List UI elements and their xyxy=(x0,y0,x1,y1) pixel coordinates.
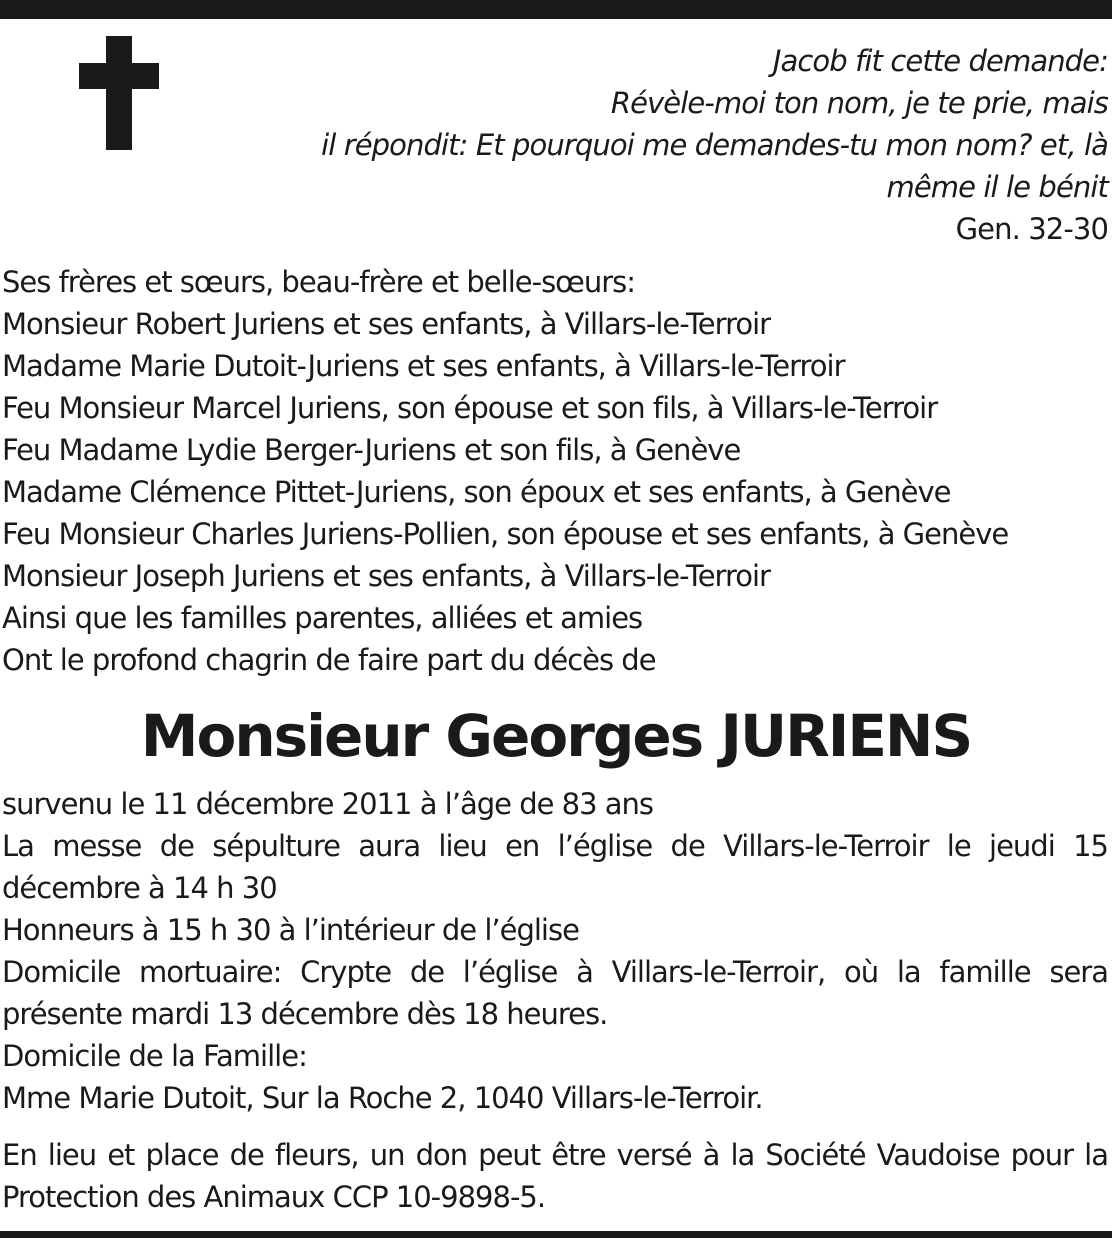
family-member: Monsieur Joseph Juriens et ses enfants, à Villars-le-Terroir xyxy=(2,559,770,593)
family-intro: Ses frères et sœurs, beau-frère et belle-sœurs: xyxy=(2,265,636,299)
verse-line: Révèle-moi ton nom, je te prie, mais xyxy=(610,86,1108,120)
funeral-details xyxy=(2,783,1108,1119)
cross-icon xyxy=(79,36,159,150)
family-member: Monsieur Robert Juriens et ses enfants, à Villars-le-Terroir xyxy=(2,307,771,341)
family-member: Madame Clémence Pittet-Juriens, son époux et ses enfants, à Genève xyxy=(2,475,951,509)
honours-info: Honneurs à 15 h 30 à l’intérieur de l’église xyxy=(2,913,579,947)
mass-info: La messe de sépulture aura lieu en l’église de Villars-le-Terroir le jeudi 15 décembre à 14 h 30 xyxy=(2,829,1108,905)
family-member: Feu Monsieur Charles Juriens-Pollien, son épouse et ses enfants, à Genève xyxy=(2,517,1009,551)
death-announcement: Ont le profond chagrin de faire part du décès de xyxy=(2,643,656,677)
verse-line: Jacob fit cette demande: xyxy=(772,44,1108,78)
family-home-address: Mme Marie Dutoit, Sur la Roche 2, 1040 Villars-le-Terroir. xyxy=(2,1081,763,1115)
top-rule xyxy=(0,0,1112,19)
donation-note: En lieu et place de fleurs, un don peut être versé à la Société Vaudoise pour la Protection des Animaux CCP 10-9898-5. xyxy=(2,1138,1108,1214)
death-date: survenu le 11 décembre 2011 à l’âge de 83 ans xyxy=(2,787,654,821)
verse-line: il répondit: Et pourquoi me demandes-tu mon nom? et, là xyxy=(321,128,1108,162)
family-member: Feu Madame Lydie Berger-Juriens et son fils, à Genève xyxy=(2,433,741,467)
family-relatives: Ainsi que les familles parentes, alliées et amies xyxy=(2,601,643,635)
family-list xyxy=(2,261,1008,681)
bottom-rule xyxy=(0,1231,1112,1238)
verse-line: même il le bénit xyxy=(886,170,1108,204)
mortuary-info: Domicile mortuaire: Crypte de l’église à Villars-le-Terroir, où la famille sera présente mardi 13 décembre dès 18 heures. xyxy=(2,955,1108,1031)
family-member: Feu Monsieur Marcel Juriens, son épouse et son fils, à Villars-le-Terroir xyxy=(2,391,938,425)
deceased-name: Monsieur Georges JURIENS xyxy=(140,702,972,770)
family-member: Madame Marie Dutoit-Juriens et ses enfants, à Villars-le-Terroir xyxy=(2,349,845,383)
verse-reference: Gen. 32-30 xyxy=(955,212,1108,246)
family-home-label: Domicile de la Famille: xyxy=(2,1039,307,1073)
bible-verse xyxy=(208,40,1108,250)
